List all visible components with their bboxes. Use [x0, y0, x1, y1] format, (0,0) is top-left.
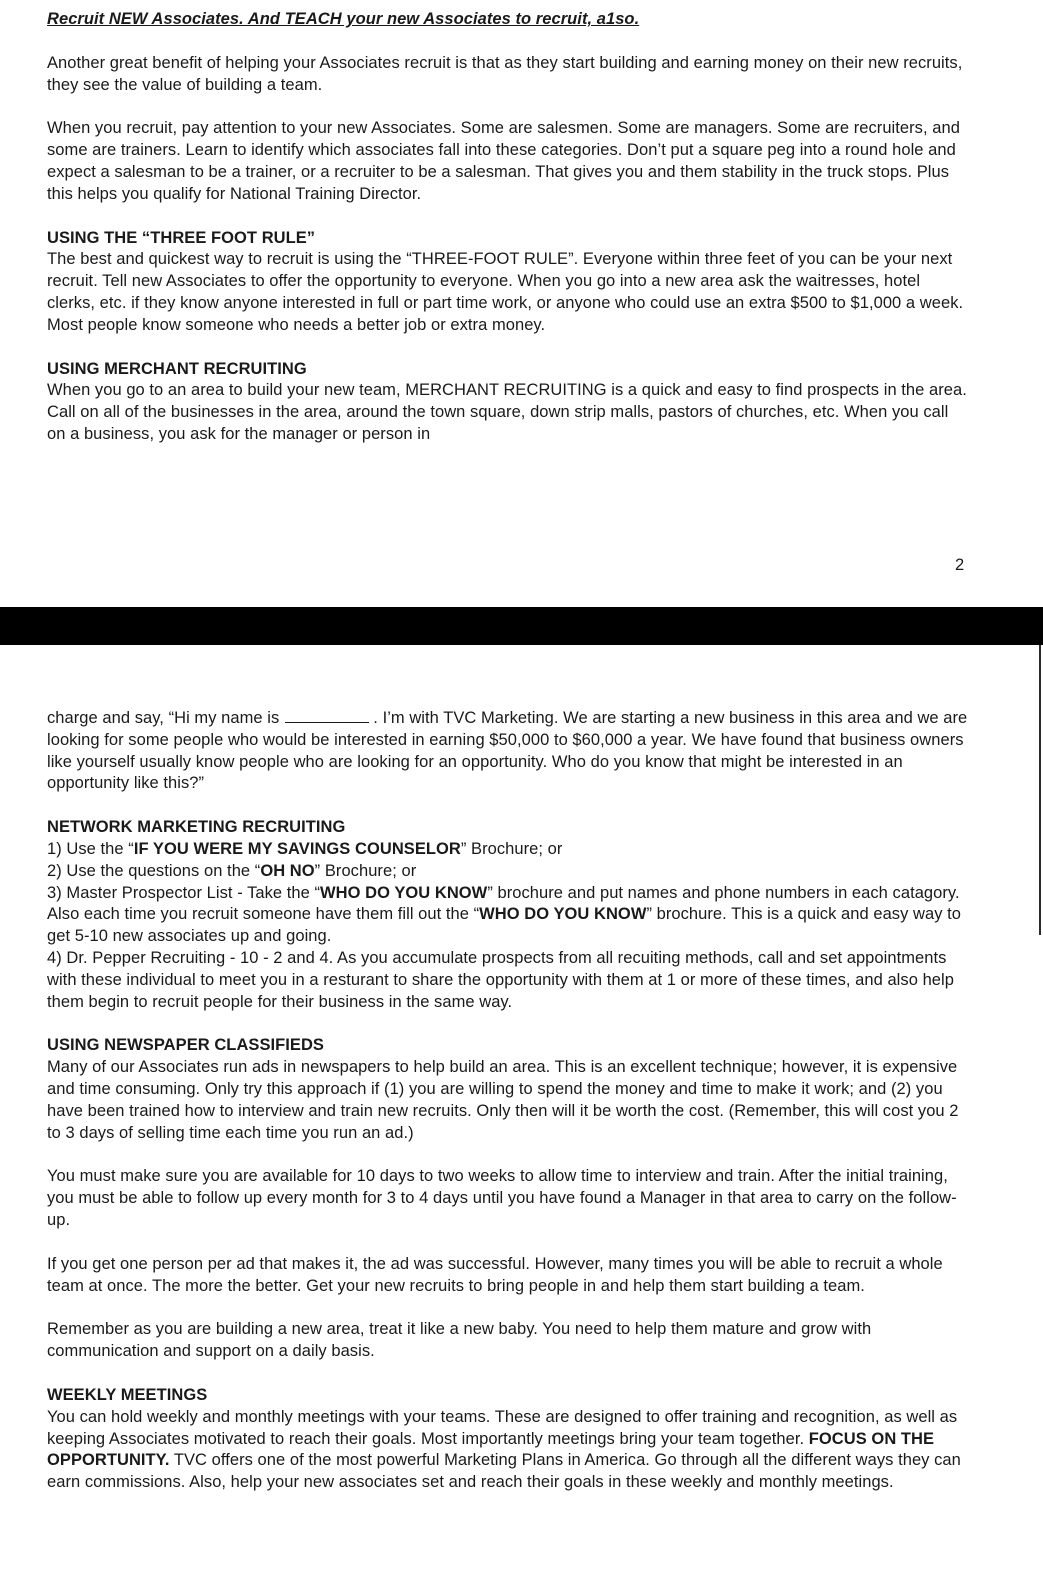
page-number: 2	[955, 556, 965, 574]
heading-three-foot-rule: USING THE “THREE FOOT RULE”	[47, 228, 316, 247]
page-separator	[0, 607, 1043, 645]
heading-network-marketing: NETWORK MARKETING RECRUITING	[47, 818, 346, 837]
paragraph-three-foot-rule: The best and quickest way to recruit is using the “THREE-FOOT RULE”. Everyone within three feet of you can be your next recruit. Tell new Associates to offer the opportunity to everyone. When you go into a new area ask the waitresses, hotel clerks, etc. if they know anyone interested in full or part time work, or anyone who could use an extra $500 to $1,000 a week. Most people know someone who needs a better job or extra money.	[47, 250, 964, 334]
document-page-3	[0, 645, 1030, 1592]
document-page-2	[0, 0, 1030, 607]
page-edge-line	[1039, 645, 1041, 935]
heading-merchant-recruiting: USING MERCHANT RECRUITING	[47, 359, 307, 378]
page-edge	[1030, 645, 1043, 1592]
page-content	[47, 708, 969, 1516]
paragraph-newspaper: Many of our Associates run ads in newspapers to help build an area. This is an excellent technique; however, it is expensive and time consuming. Only try this approach if (1) you are willing to spend the money and time to make it work; and (2) you have been trained how to interview and train new recruits. Only then will it be worth the cost. (Remember, this will cost you 2 to 3 days of selling time each time you run an ad.)	[47, 1058, 959, 1142]
script-text-start: charge and say, “Hi my name is	[47, 709, 280, 727]
list-item: 2) Use the questions on the “OH NO” Brochure; or	[47, 861, 417, 880]
paragraph-intro: Another great benefit of helping your Associates recruit is that as they start building and earning money on their new recruits, they see the value of building a team.	[47, 53, 963, 94]
network-recruiting-list	[47, 839, 969, 1013]
page-content	[47, 9, 969, 468]
paragraph-weekly-meetings: You can hold weekly and monthly meetings with your teams. These are designed to offer training and recognition, as well as keeping Associates motivated to reach their goals. Most importantly meetings bring your team together. FOCUS ON THE OPPORTUNITY. TVC offers one of the most powerful Marketing Plans in America. Go through all the different ways they can earn commissions. Also, help your new associates set and reach their goals in these weekly and monthly meetings.	[47, 1407, 961, 1492]
name-blank	[285, 708, 369, 723]
heading-newspaper-classifieds: USING NEWSPAPER CLASSIFIEDS	[47, 1036, 324, 1055]
heading-weekly-meetings: WEEKLY MEETINGS	[47, 1385, 208, 1404]
paragraph-availability: You must make sure you are available for 10 days to two weeks to allow time to interview and train. After the initial training, you must be able to follow up every month for 3 to 4 days until you have found a Manager in that area to carry on the follow-up.	[47, 1167, 957, 1229]
list-item: 4) Dr. Pepper Recruiting - 10 - 2 and 4. As you accumulate prospects from all recuiting methods, call and set appointments with these individual to meet you in a resturant to share the opportunity with them at 1 or more of these times, and also help them begin to recruit people for their business in the same way.	[47, 948, 954, 1011]
paragraph-new-baby: Remember as you are building a new area, treat it like a new baby. You need to help them mature and grow with communication and support on a daily basis.	[47, 1320, 872, 1361]
section-title: Recruit NEW Associates. And TEACH your new Associates to recruit, a1so.	[47, 10, 640, 28]
paragraph-merchant-recruiting: When you go to an area to build your new team, MERCHANT RECRUITING is a quick and easy to find prospects in the area. Call on all of the businesses in the area, around the town square, down strip malls, pastors of churches, etc. When you call on a business, you ask for the manager or person in	[47, 381, 967, 443]
paragraph-merchant-script	[47, 708, 969, 795]
list-item: 1) Use the “IF YOU WERE MY SAVINGS COUNSELOR” Brochure; or	[47, 839, 563, 858]
paragraph-one-person: If you get one person per ad that makes it, the ad was successful. However, many times you will be able to recruit a whole team at once. The more the better. Get your new recruits to bring people in and help them start building a team.	[47, 1254, 943, 1295]
paragraph-recruit-types: When you recruit, pay attention to your new Associates. Some are salesmen. Some are managers. Some are recruiters, and some are trainers. Learn to identify which associates fall into these categories. Don’t put a square peg into a round hole and expect a salesman to be a trainer, or a recruiter to be a salesman. That gives you and them stability in the truck stops. Plus this helps you qualify for National Training Director.	[47, 119, 960, 203]
list-item: 3) Master Prospector List - Take the “WHO DO YOU KNOW” brochure and put names and phone numbers in each catagory. Also each time you recruit someone have them fill out the “WHO DO YOU KNOW” brochure. This is a quick and easy way to get 5-10 new associates up and going.	[47, 883, 962, 946]
script-text-end: . I’m with TVC Marketing. We are starting a new business in this area and we are looking for some people who would be interested in earning $50,000 to $60,000 a year. We have found that business owners like yourself usually know people who are looking for an opportunity. Who do you know that might be interested in an opportunity like this?”	[47, 709, 968, 793]
page-edge	[1030, 0, 1043, 607]
